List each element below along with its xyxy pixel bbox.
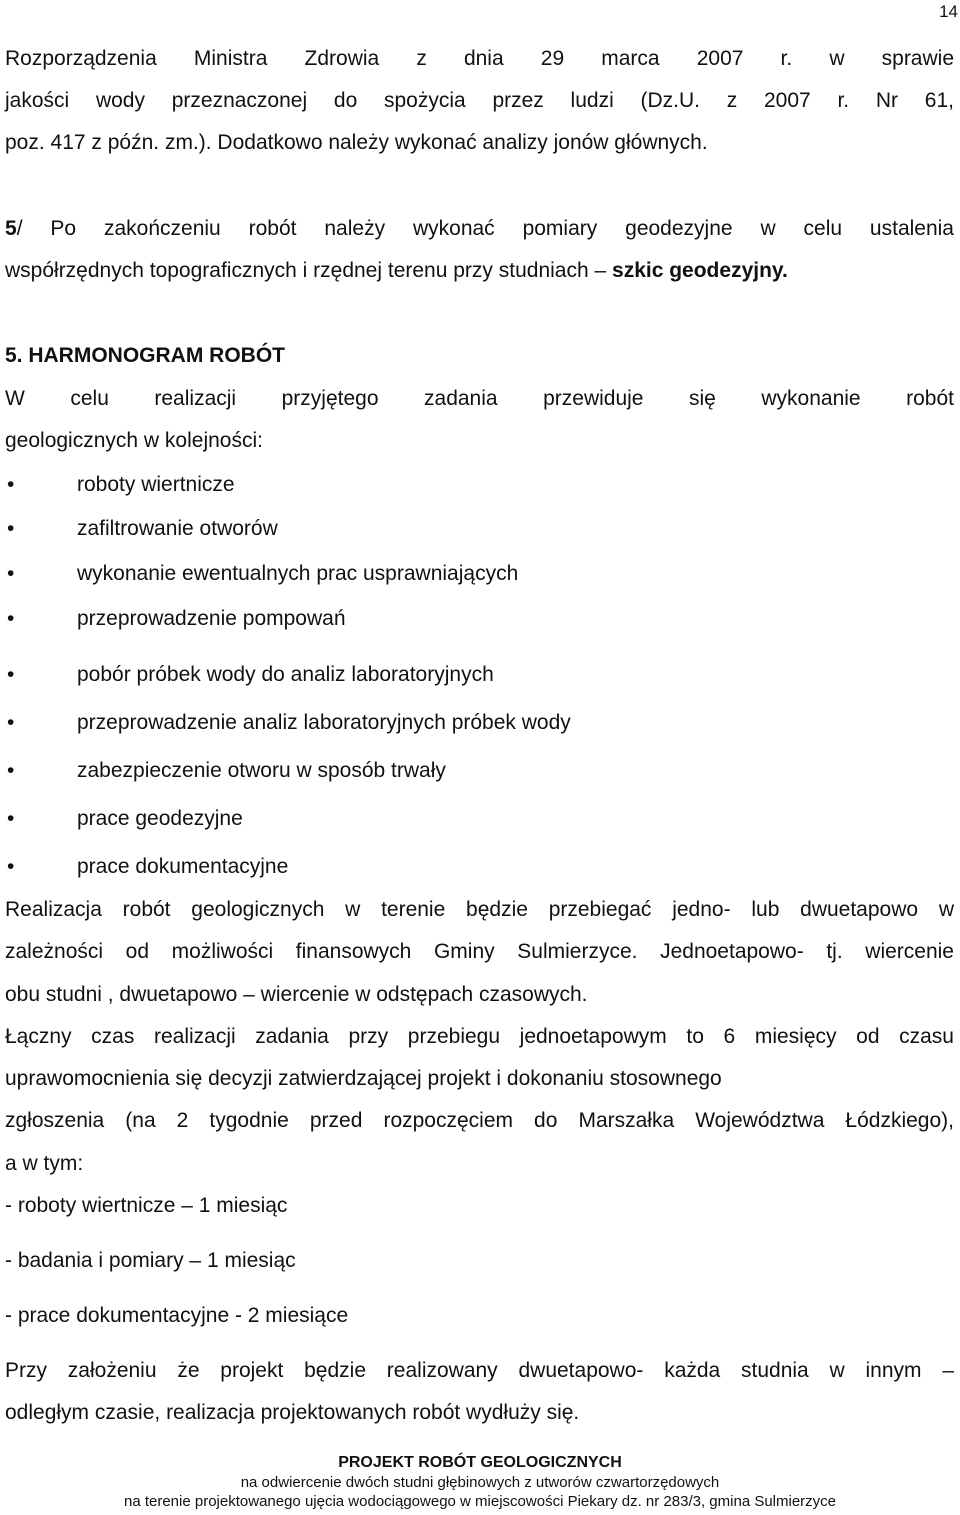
para1-line-2: zależności od możliwości finansowych Gminy Sulmierzyce. Jednoetapowo- tj. wiercenie: [5, 940, 954, 963]
bullet-item: [5, 854, 288, 880]
para2-line-3: zgłoszenia (na 2 tygodnie przed rozpoczęciem do Marszałka Województwa Łódzkiego),: [5, 1109, 954, 1132]
intro-line-3: poz. 417 z późn. zm.). Dodatkowo należy wykonać analizy jonów głównych.: [5, 131, 708, 154]
bullet-item: [5, 516, 278, 542]
bullet-text: pobór próbek wody do analiz laboratoryjnych: [77, 663, 494, 686]
point5-line-1: [5, 216, 954, 242]
bullet-icon: •: [7, 807, 15, 830]
bullet-item: [5, 472, 235, 498]
bullet-text: prace geodezyjne: [77, 807, 243, 830]
para2-line-1: Łączny czas realizacji zadania przy przebiegu jednoetapowym to 6 miesięcy od czasu: [5, 1025, 954, 1048]
bullet-item: [5, 806, 243, 832]
page-number: 14: [939, 2, 958, 21]
bullet-icon: •: [7, 711, 15, 734]
duration-item: - roboty wiertnicze – 1 miesiąc: [5, 1194, 288, 1217]
bullet-item: [5, 710, 571, 736]
para3-line-2: odległym czasie, realizacja projektowanych robót wydłuży się.: [5, 1401, 580, 1424]
point5-dash: –: [588, 259, 613, 282]
para2-line-2: uprawomocnienia się decyzji zatwierdzającej projekt i dokonaniu stosownego: [5, 1067, 722, 1090]
duration-item: - badania i pomiary – 1 miesiąc: [5, 1249, 296, 1272]
point5-bold-text: szkic geodezyjny.: [612, 259, 788, 282]
point5-line-2: [5, 258, 788, 284]
bullet-text: prace dokumentacyjne: [77, 855, 289, 878]
para3-line-1: Przy założeniu że projekt będzie realizowany dwuetapowo- każda studnia w innym –: [5, 1359, 954, 1382]
section-intro-line-1: W celu realizacji przyjętego zadania przewiduje się wykonanie robót: [5, 387, 954, 410]
intro-line-2: jakości wody przeznaczonej do spożycia przez ludzi (Dz.U. z 2007 r. Nr 61,: [5, 89, 954, 112]
footer-title: PROJEKT ROBÓT GEOLOGICZNYCH: [338, 1454, 622, 1471]
point5-prefix: 5: [5, 217, 17, 240]
section-heading: 5. HARMONOGRAM ROBÓT: [5, 344, 285, 367]
bullet-icon: •: [7, 759, 15, 782]
point5-line-2-text: współrzędnych topograficznych i rzędnej terenu przy studniach: [5, 259, 589, 282]
bullet-item: [5, 758, 446, 784]
bullet-item: [5, 606, 346, 632]
bullet-text: przeprowadzenie analiz laboratoryjnych próbek wody: [77, 711, 571, 734]
bullet-icon: •: [7, 663, 15, 686]
bullet-text: wykonanie ewentualnych prac usprawniających: [77, 562, 519, 585]
bullet-text: zabezpieczenie otworu w sposób trwały: [77, 759, 446, 782]
intro-line-1: Rozporządzenia Ministra Zdrowia z dnia 29 marca 2007 r. w sprawie: [5, 47, 954, 70]
bullet-item: [5, 561, 518, 587]
bullet-text: zafiltrowanie otworów: [77, 517, 278, 540]
bullet-text: przeprowadzenie pompowań: [77, 607, 346, 630]
bullet-icon: •: [7, 607, 15, 630]
bullet-icon: •: [7, 855, 15, 878]
para1-line-1: Realizacja robót geologicznych w terenie będzie przebiegać jedno- lub dwuetapowo w: [5, 898, 954, 921]
para1-line-3: obu studni , dwuetapowo – wiercenie w odstępach czasowych.: [5, 983, 588, 1006]
footer-line-1: na odwiercenie dwóch studni głębinowych z utworów czwartorzędowych: [240, 1474, 720, 1491]
bullet-item: [5, 662, 494, 688]
footer-line-2: na terenie projektowanego ujęcia wodociągowego w miejscowości Piekary dz. nr 283/3, gmina Sulmierzyce: [123, 1493, 837, 1510]
section-intro-line-2: geologicznych w kolejności:: [5, 429, 263, 452]
bullet-icon: •: [7, 517, 15, 540]
para2-line-4: a w tym:: [5, 1152, 84, 1175]
bullet-icon: •: [7, 473, 15, 496]
duration-item: - prace dokumentacyjne - 2 miesiące: [5, 1304, 349, 1327]
bullet-icon: •: [7, 562, 15, 585]
bullet-text: roboty wiertnicze: [77, 473, 235, 496]
point5-line-1-text: / Po zakończeniu robót należy wykonać pomiary geodezyjne w celu ustalenia: [16, 217, 954, 240]
